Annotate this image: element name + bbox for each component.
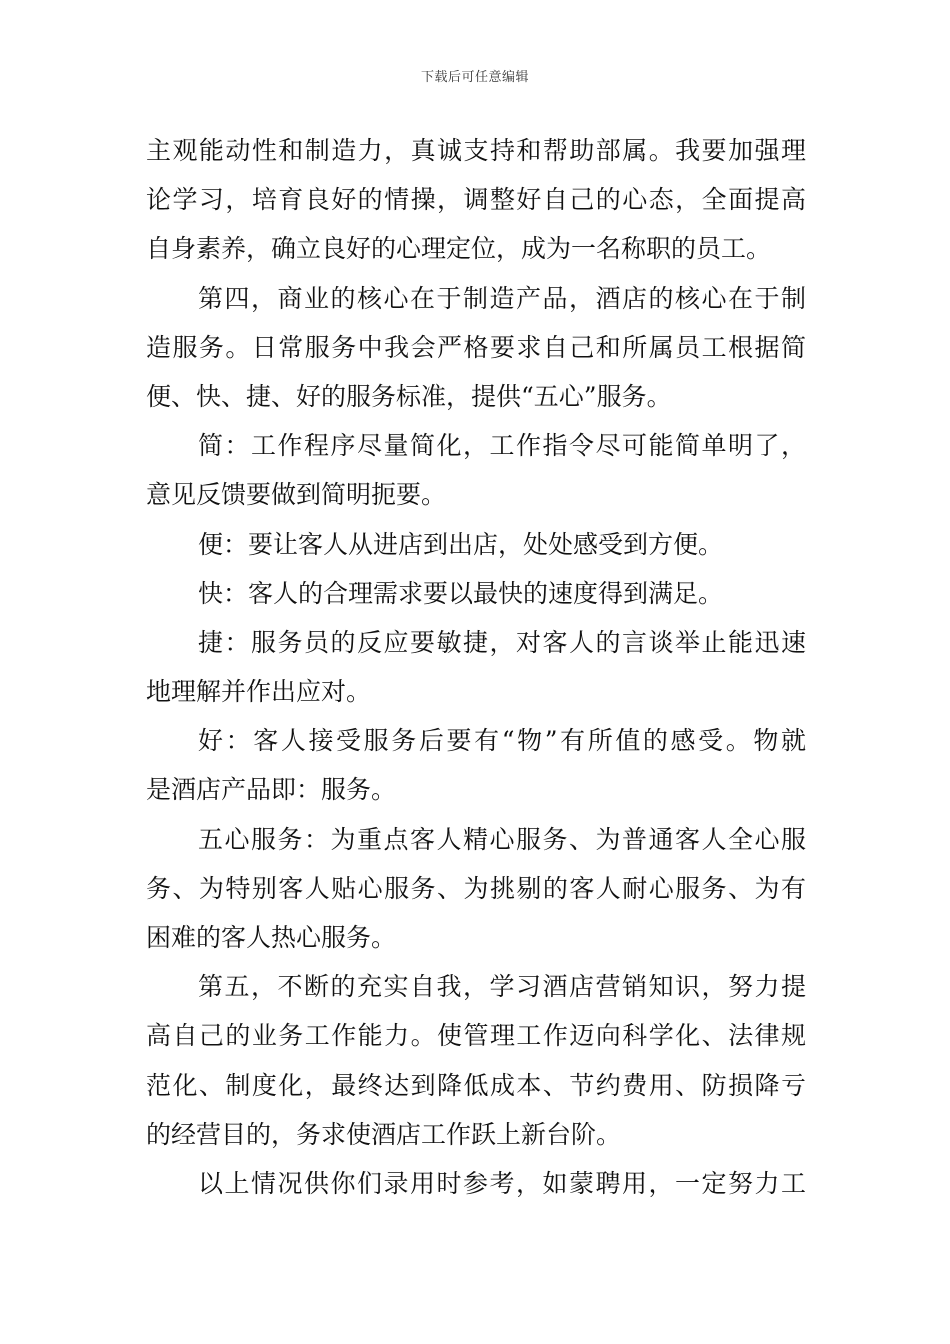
text-line: 高自己的业务工作能力。使管理工作迈向科学化、法律规: [146, 1021, 806, 1051]
text-line: 五心服务：为重点客人精心服务、为普通客人全心服: [198, 824, 806, 854]
text-line: 地理解并作出应对。: [146, 677, 372, 707]
text-line: 造服务。日常服务中我会严格要求自己和所属员工根据简: [146, 332, 806, 362]
text-line: 范化、制度化，最终达到降低成本、节约费用、防损降亏: [146, 1070, 806, 1100]
text-line: 意见反馈要做到简明扼要。: [146, 480, 447, 510]
text-line: 自身素养，确立良好的心理定位，成为一名称职的员工。: [146, 234, 772, 264]
document-body: [146, 126, 806, 1208]
text-line: 以上情况供你们录用时参考，如蒙聘用，一定努力工: [198, 1168, 806, 1198]
text-line: 便：要让客人从进店到出店，处处感受到方便。: [198, 529, 724, 559]
text-line: 困难的客人热心服务。: [146, 923, 397, 952]
text-line: 务、为特别客人贴心服务、为挑剔的客人耐心服务、为有: [146, 873, 806, 903]
text-line: 第五，不断的充实自我，学习酒店营销知识，努力提: [198, 972, 806, 1002]
text-line: 快：客人的合理需求要以最快的速度得到满足。: [198, 578, 724, 608]
text-line: 论学习，培育良好的情操，调整好自己的心态，全面提高: [146, 185, 806, 215]
text-line: 捷：服务员的反应要敏捷，对客人的言谈举止能迅速: [198, 627, 806, 657]
text-line: 好：客人接受服务后要有“物”有所值的感受。物就: [198, 726, 806, 756]
page-header: 下载后可任意编辑: [420, 70, 529, 85]
text-line: 简：工作程序尽量简化，工作指令尽可能简单明了，: [198, 431, 806, 461]
text-line: 的经营目的，务求使酒店工作跃上新台阶。: [146, 1119, 622, 1149]
text-line: 是酒店产品即：服务。: [146, 775, 397, 805]
text-line: 便、快、捷、好的服务标准，提供“五心”服务。: [146, 381, 672, 411]
text-line: 主观能动性和制造力，真诚支持和帮助部属。我要加强理: [146, 136, 806, 165]
text-line: 第四，商业的核心在于制造产品，酒店的核心在于制: [198, 283, 806, 313]
